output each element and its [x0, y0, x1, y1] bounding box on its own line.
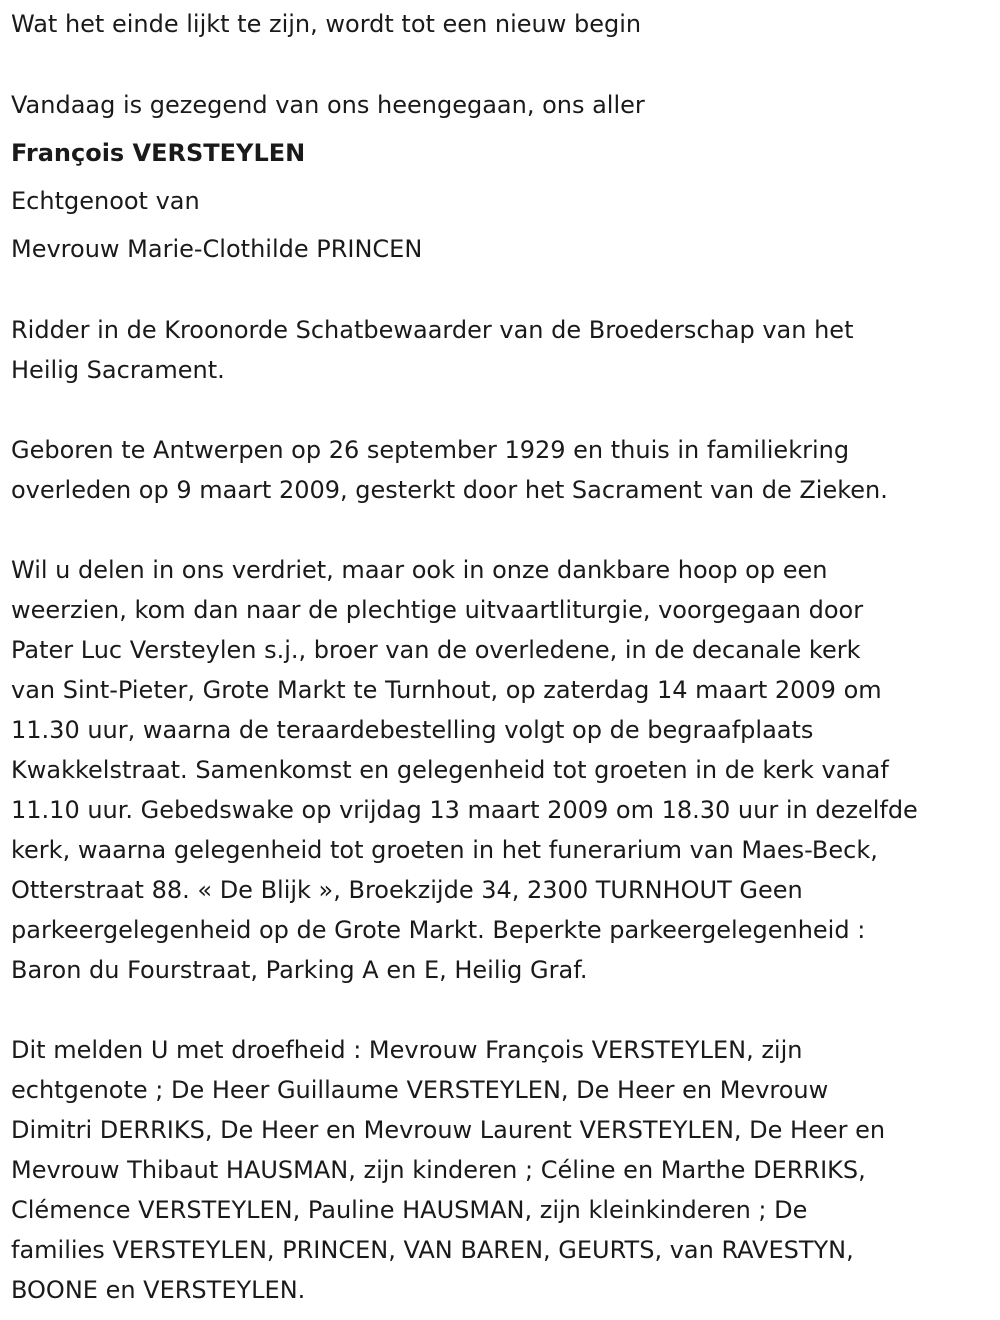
ceremony-line: kerk, waarna gelegenheid tot groeten in het funerarium van Maes-Beck,	[11, 836, 878, 864]
ceremony-line: 11.30 uur, waarna de teraardebestelling volgt op de begraafplaats	[11, 716, 814, 744]
family-line: families VERSTEYLEN, PRINCEN, VAN BAREN, GEURTS, van RAVESTYN,	[11, 1236, 854, 1264]
ceremony-line: Pater Luc Versteylen s.j., broer van de overledene, in de decanale kerk	[11, 636, 861, 664]
ceremony-line: Kwakkelstraat. Samenkomst en gelegenheid tot groeten in de kerk vanaf	[11, 756, 889, 784]
titles-line: Ridder in de Kroonorde Schatbewaarder van de Broederschap van het	[11, 316, 854, 344]
ceremony-line: weerzien, kom dan naar de plechtige uitvaartliturgie, voorgegaan door	[11, 596, 864, 624]
deceased-name: François VERSTEYLEN	[11, 139, 306, 167]
family-line: Mevrouw Thibaut HAUSMAN, zijn kinderen ; Céline en Marthe DERRIKS,	[11, 1156, 866, 1184]
ceremony-line: 11.10 uur. Gebedswake op vrijdag 13 maart 2009 om 18.30 uur in dezelfde	[11, 796, 918, 824]
spouse-name: Mevrouw Marie-Clothilde PRINCEN	[11, 235, 423, 263]
titles-paragraph	[11, 310, 992, 390]
family-line: BOONE en VERSTEYLEN.	[11, 1276, 306, 1304]
ceremony-line: parkeergelegenheid op de Grote Markt. Beperkte parkeergelegenheid :	[11, 916, 866, 944]
intro-text: Vandaag is gezegend van ons heengegaan, ons aller	[11, 91, 645, 119]
ceremony-line: van Sint-Pieter, Grote Markt te Turnhout, op zaterdag 14 maart 2009 om	[11, 676, 882, 704]
ceremony-paragraph	[11, 550, 992, 990]
birth-death-line: Geboren te Antwerpen op 26 september 1929 en thuis in familiekring	[11, 436, 850, 464]
spouse-label: Echtgenoot van	[11, 187, 200, 215]
family-paragraph	[11, 1030, 992, 1310]
family-line: echtgenote ; De Heer Guillaume VERSTEYLEN, De Heer en Mevrouw	[11, 1076, 829, 1104]
ceremony-line: Otterstraat 88. « De Blijk », Broekzijde 34, 2300 TURNHOUT Geen	[11, 876, 803, 904]
family-line: Dimitri DERRIKS, De Heer en Mevrouw Laurent VERSTEYLEN, De Heer en	[11, 1116, 886, 1144]
birth-death-paragraph	[11, 430, 992, 510]
family-line: Clémence VERSTEYLEN, Pauline HAUSMAN, zijn kleinkinderen ; De	[11, 1196, 808, 1224]
birth-death-line: overleden op 9 maart 2009, gesterkt door het Sacrament van de Zieken.	[11, 476, 888, 504]
motto: Wat het einde lijkt te zijn, wordt tot een nieuw begin	[11, 10, 642, 38]
ceremony-line: Wil u delen in ons verdriet, maar ook in onze dankbare hoop op een	[11, 556, 828, 584]
titles-line: Heilig Sacrament.	[11, 356, 225, 384]
ceremony-line: Baron du Fourstraat, Parking A en E, Heilig Graf.	[11, 956, 588, 984]
family-line: Dit melden U met droefheid : Mevrouw François VERSTEYLEN, zijn	[11, 1036, 803, 1064]
